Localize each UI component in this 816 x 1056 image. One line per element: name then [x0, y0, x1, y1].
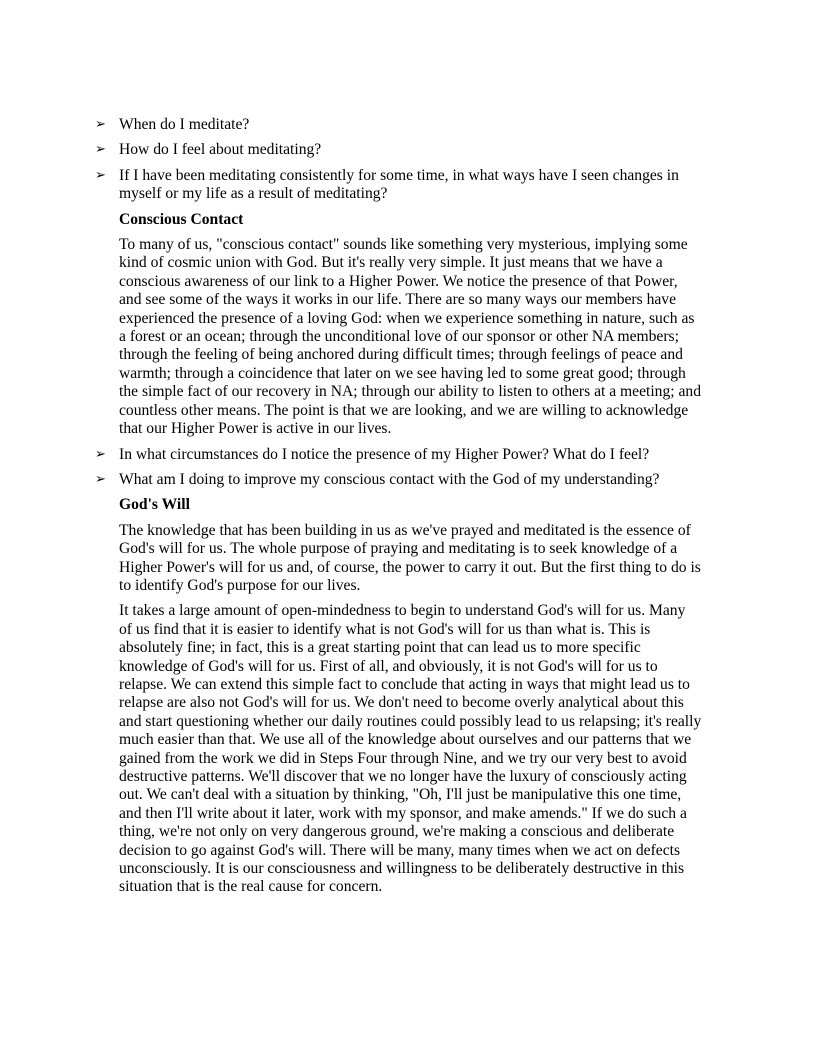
question-text: When do I meditate? — [119, 116, 250, 133]
question-bullet — [95, 141, 702, 159]
paragraph: To many of us, "conscious contact" sounds like something very mysterious, implying some kind of cosmic union with God. But it's really very simple. It just means that we have a conscious awareness of our link to a Higher Power. We notice the presence of that Power, and see some of the ways it works in our life. There are so many ways our members have experienced the presence of a loving God: when we experience something in nature, such as a forest or an ocean; through the unconditional love of our sponsor or other NA members; through the feeling of being anchored during difficult times; through feelings of peace and warmth; through a coincidence that later on we see having led to some great good; through the simple fact of our recovery in NA; through our ability to listen to others at a meeting; and countless other means. The point is that we are looking, and we are willing to acknowledge that our Higher Power is active in our lives. — [119, 236, 702, 438]
arrow-bullet-icon: ➢ — [95, 167, 106, 183]
arrow-bullet-icon: ➢ — [95, 471, 106, 487]
section-heading-conscious-contact: Conscious Contact — [119, 210, 244, 228]
arrow-bullet-icon: ➢ — [95, 142, 106, 158]
paragraph: It takes a large amount of open-mindedness to begin to understand God's will for us. Many of us find that it is easier to identify what is not God's will for us than what is. This is absolutely fine; in fact, this is a great starting point that can lead us to more specific knowledge of God's will for us. First of all, and obviously, it is not God's will for us to relapse. We can extend this simple fact to conclude that acting in ways that might lead us to relapse are also not God's will for us. We don't need to become overly analytical about this and start questioning whether our daily routines could possibly lead to us relapsing; it's really much easier than that. We use all of the knowledge about ourselves and our patterns that we gained from the work we did in Steps Four through Nine, and we try our very best to avoid destructive patterns. We'll discover that we no longer have the luxury of consciously acting out. We can't deal with a situation by thinking, "Oh, I'll just be manipulative this one time, and then I'll write about it later, work with my sponsor, and make amends." If we do such a thing, we're not only on very dangerous ground, we're making a conscious and deliberate decision to go against God's will. There will be many, many times when we act on defects unconsciously. It is our consciousness and willingness to be deliberately destructive in this situation that is the real cause for concern. — [119, 602, 702, 896]
question-text: In what circumstances do I notice the presence of my Higher Power? What do I feel? — [119, 445, 650, 463]
question-bullet — [95, 470, 702, 489]
question-text: What am I doing to improve my conscious contact with the God of my understanding? — [119, 470, 660, 488]
question-text: If I have been meditating consistently for some time, in what ways have I seen changes in myself or my life as a result of meditating? — [119, 166, 679, 203]
question-bullet — [95, 166, 702, 204]
section-heading-gods-will: God's Will — [119, 496, 190, 514]
document-body — [95, 116, 702, 904]
question-bullet — [95, 116, 702, 134]
arrow-bullet-icon: ➢ — [95, 117, 106, 132]
question-text: How do I feel about meditating? — [119, 141, 322, 159]
arrow-bullet-icon: ➢ — [95, 446, 106, 462]
question-bullet — [95, 445, 702, 464]
paragraph: The knowledge that has been building in us as we've prayed and meditated is the essence of God's will for us. The whole purpose of praying and meditating is to seek knowledge of a Higher Power's will for us and, of course, the power to carry it out. But the first thing to do is to identify God's purpose for our lives. — [119, 521, 701, 594]
